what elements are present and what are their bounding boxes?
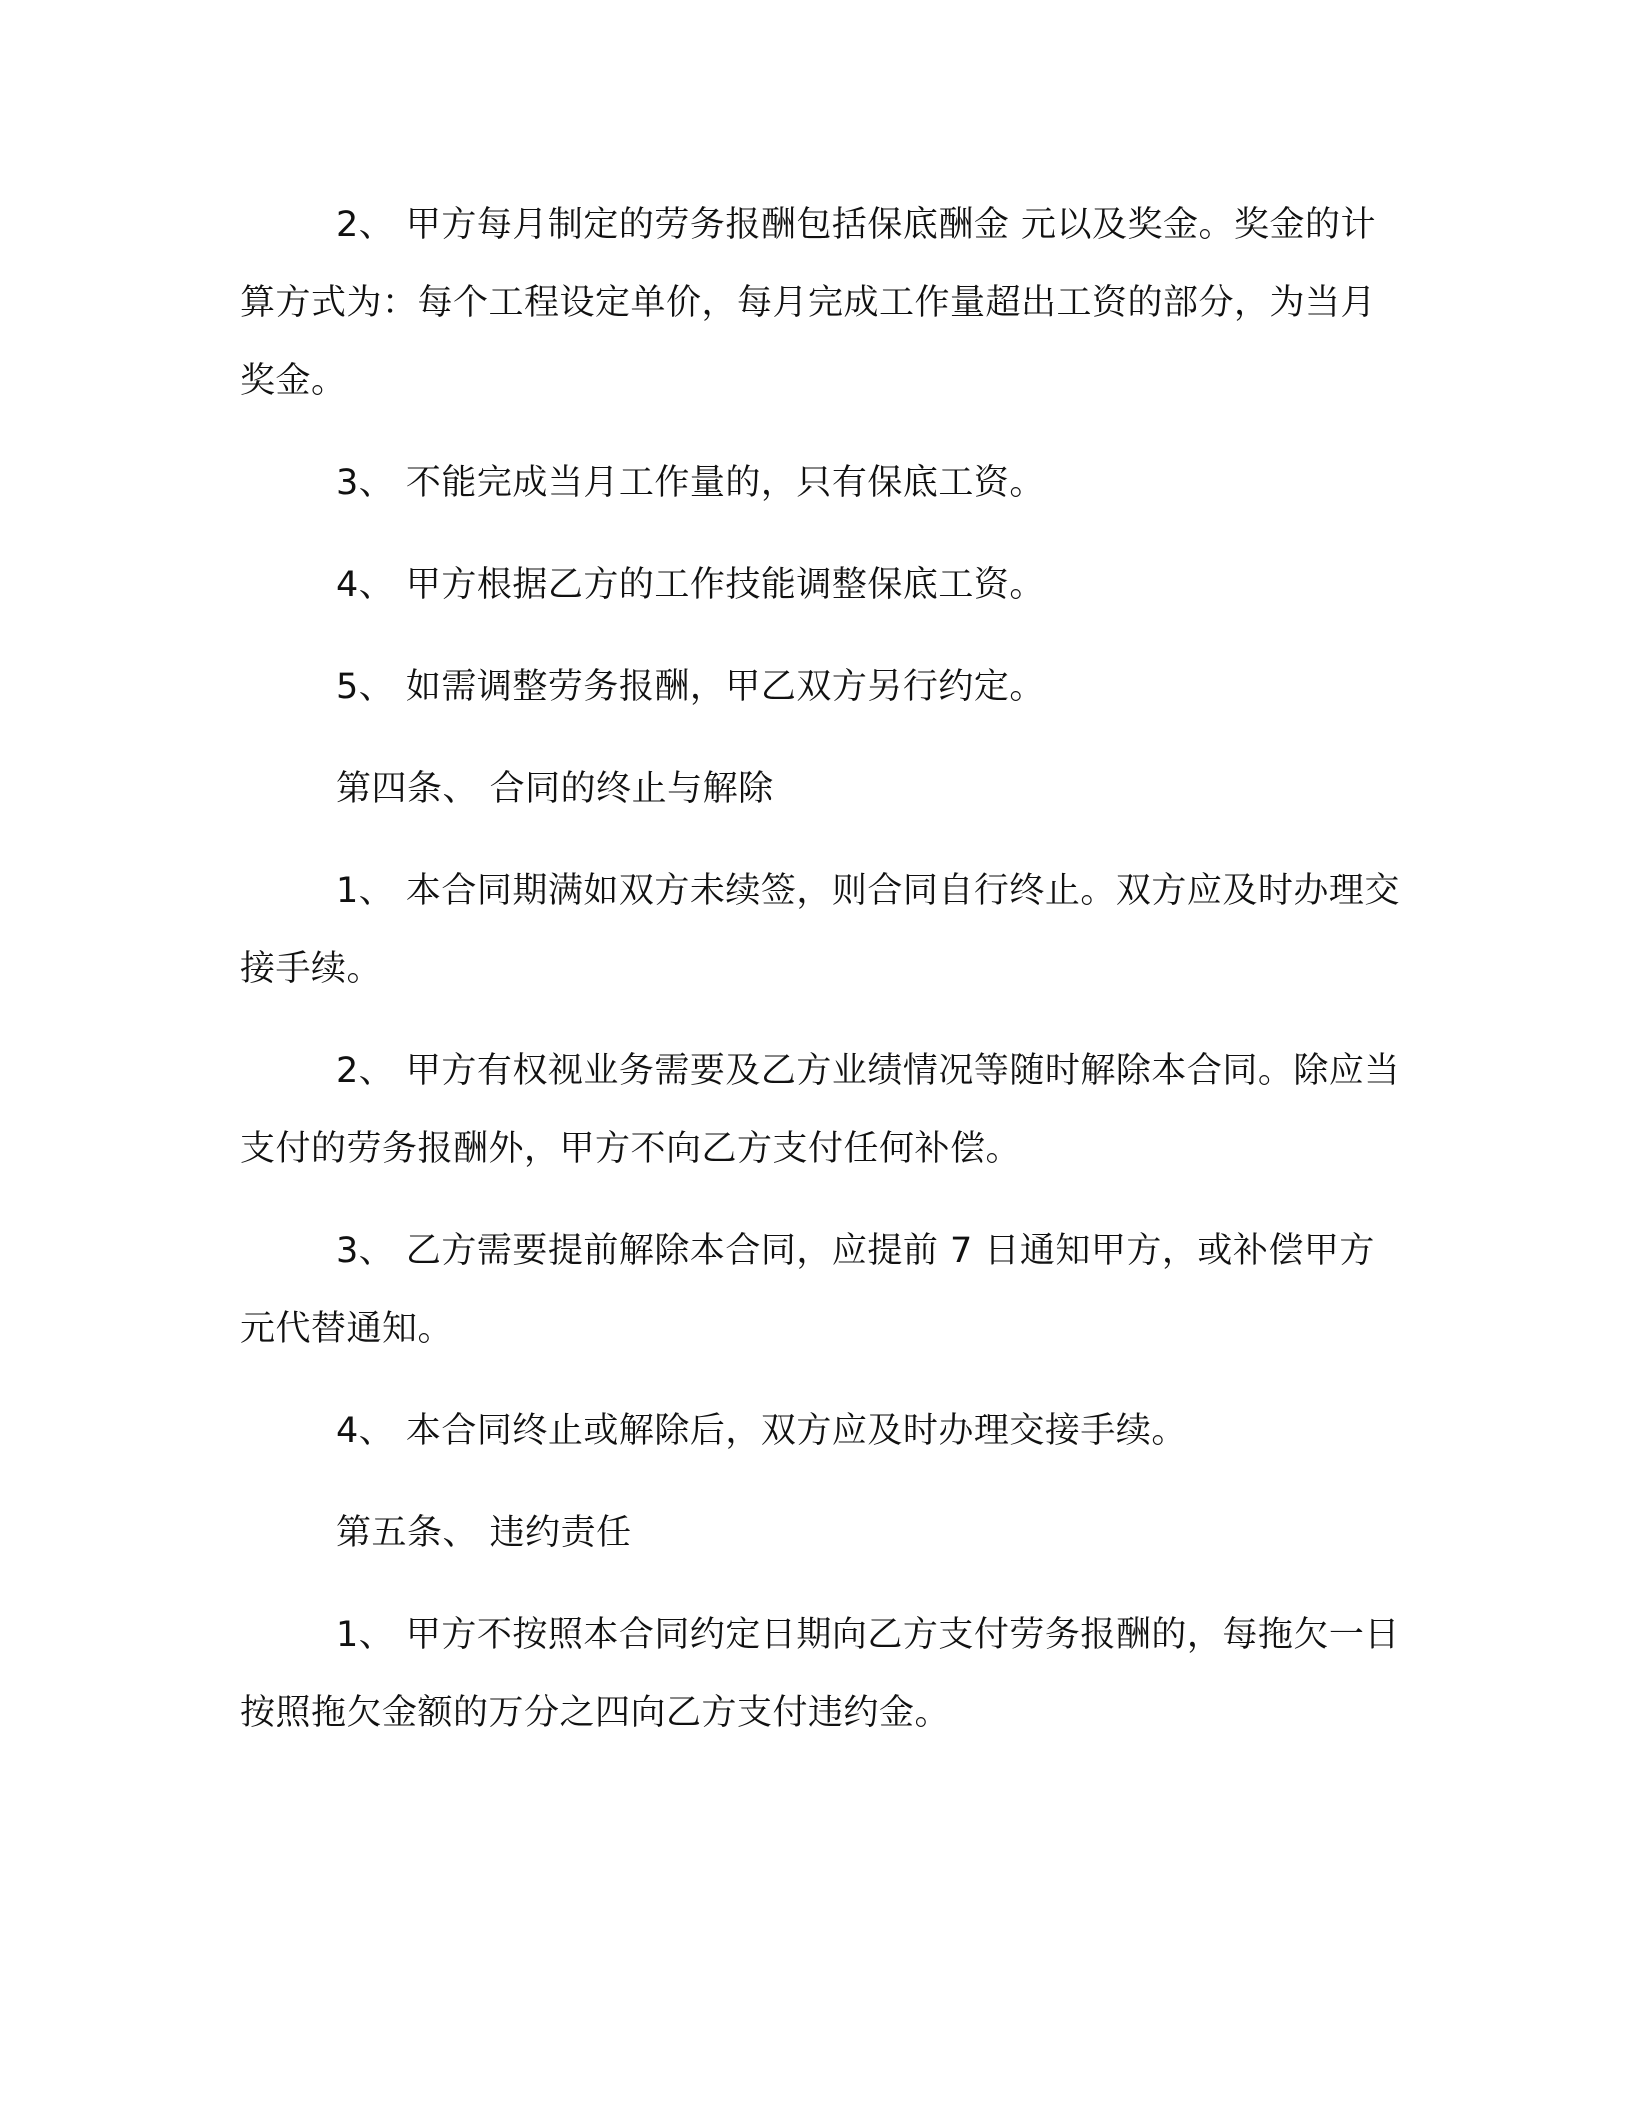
section-heading-article-4: 第四条、 合同的终止与解除	[336, 769, 774, 809]
clause-3-item-5: 5、 如需调整劳务报酬，甲乙双方另行约定。	[336, 667, 1045, 707]
clause-4-item-3: 3、 乙方需要提前解除本合同，应提前 7 日通知甲方，或补偿甲方 元代替通知。	[240, 1231, 1375, 1349]
clause-5-item-1: 1、 甲方不按照本合同约定日期向乙方支付劳务报酬的，每拖欠一日按照拖欠金额的万分之四向乙方支付违约金。	[240, 1615, 1400, 1733]
clause-3-item-4: 4、 甲方根据乙方的工作技能调整保底工资。	[336, 565, 1045, 605]
clause-4-item-1: 1、 本合同期满如双方未续签，则合同自行终止。双方应及时办理交接手续。	[240, 871, 1400, 989]
clause-4-item-2: 2、 甲方有权视业务需要及乙方业绩情况等随时解除本合同。除应当支付的劳务报酬外，甲方不向乙方支付任何补偿。	[240, 1051, 1400, 1169]
clause-3-item-3: 3、 不能完成当月工作量的，只有保底工资。	[336, 463, 1045, 503]
section-heading-article-5: 第五条、 违约责任	[336, 1513, 632, 1553]
clause-3-item-2: 2、 甲方每月制定的劳务报酬包括保底酬金 元以及奖金。奖金的计算方式为：每个工程设定单价，每月完成工作量超出工资的部分，为当月奖金。	[240, 205, 1377, 401]
clause-4-item-4: 4、 本合同终止或解除后，双方应及时办理交接手续。	[336, 1411, 1187, 1451]
document-body	[240, 186, 1400, 1752]
